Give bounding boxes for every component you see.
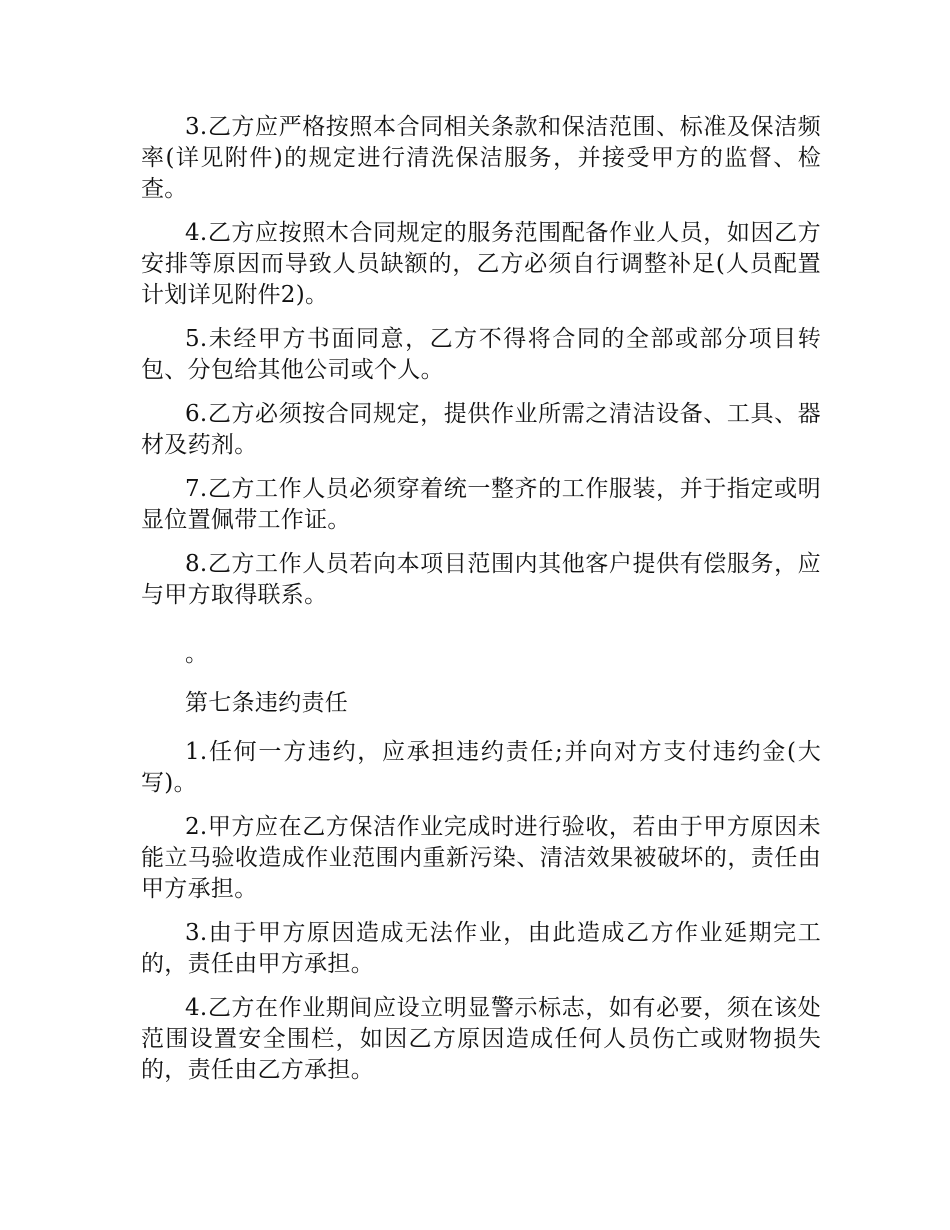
section-heading-article-7: 第七条违约责任 <box>185 690 349 716</box>
clause-6-paragraph: 6.乙方必须按合同规定，提供作业所需之清洁设备、工具、器材及药剂。 <box>141 401 821 458</box>
liability-clause-2-paragraph: 2.甲方应在乙方保洁作业完成时进行验收，若由于甲方原因未能立马验收造成作业范围内重新污染、清洁效果被破坏的，责任由甲方承担。 <box>141 814 821 902</box>
clause-7-paragraph: 7.乙方工作人员必须穿着统一整齐的工作服装，并于指定或明显位置佩带工作证。 <box>141 476 821 533</box>
liability-clause-1-paragraph: 1.任何一方违约，应承担违约责任;并向对方支付违约金(大写)。 <box>141 739 821 796</box>
liability-clause-4-paragraph: 4.乙方在作业期间应设立明显警示标志，如有必要，须在该处范围设置安全围栏，如因乙方原因造成任何人员伤亡或财物损失的，责任由乙方承担。 <box>141 995 821 1083</box>
liability-clause-3-paragraph: 3.由于甲方原因造成无法作业，由此造成乙方作业延期完工的，责任由甲方承担。 <box>141 920 821 977</box>
clause-8-paragraph: 8.乙方工作人员若向本项目范围内其他客户提供有偿服务，应与甲方取得联系。 <box>141 551 821 608</box>
document-body <box>141 112 821 1099</box>
clause-4-paragraph: 4.乙方应按照木合同规定的服务范围配备作业人员，如因乙方安排等原因而导致人员缺额的，乙方必须自行调整补足(人员配置计划详见附件2)。 <box>141 220 821 308</box>
clause-5-paragraph: 5.未经甲方书面同意，乙方不得将合同的全部或部分项目转包、分包给其他公司或个人。 <box>141 326 821 383</box>
clause-3-paragraph: 3.乙方应严格按照本合同相关条款和保洁范围、标准及保洁频率(详见附件)的规定进行清洗保洁服务，并接受甲方的监督、检查。 <box>141 114 821 202</box>
standalone-period: 。 <box>185 641 209 667</box>
